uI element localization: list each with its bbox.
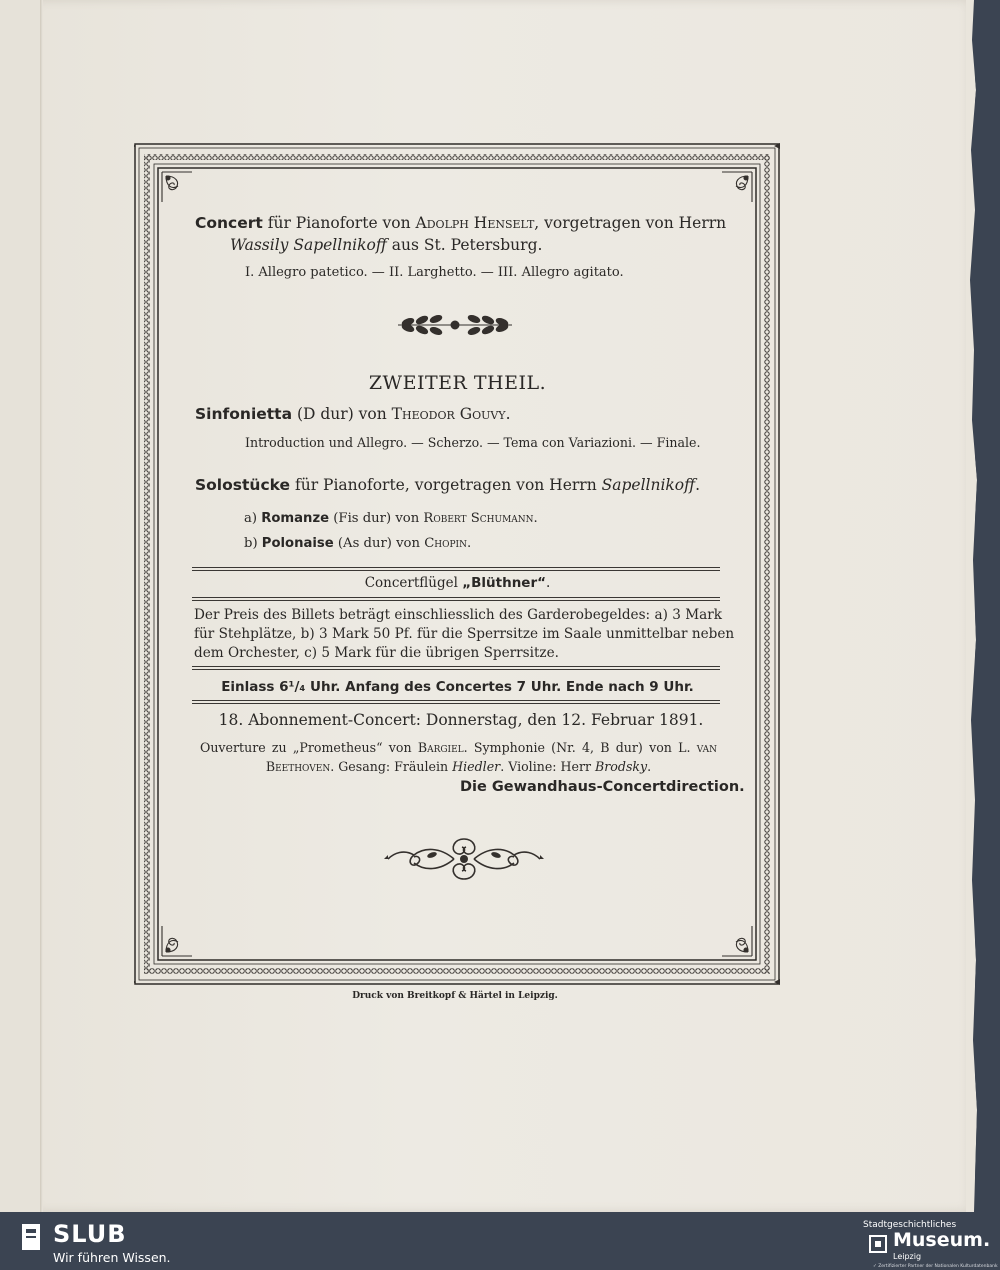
piano-brand: „Blüthner“: [462, 575, 546, 591]
divider-rule: [192, 570, 720, 571]
direction-signature: Die Gewandhaus-Concertdirection.: [460, 779, 745, 795]
piano-suffix: .: [546, 575, 551, 591]
concert-composer: Adolph Henselt: [415, 214, 535, 232]
sinfonietta-composer: Theodor Gouvy: [391, 405, 506, 423]
viewer-footer: [0, 1212, 1000, 1270]
divider-rule: [192, 600, 720, 601]
sinfonietta-text-2: .: [505, 405, 511, 423]
solo-item-b: [244, 536, 1000, 551]
concert-text-2: , vorgetragen von Herrn: [534, 214, 727, 232]
solo-title: Solostücke: [195, 476, 291, 494]
price-line-2: für Stehplätze, b) 3 Mark 50 Pf. für die Sperrsitze im Saale unmittelbar neben: [194, 626, 735, 642]
solo-text-1: für Pianoforte, vorgetragen von Herrn: [290, 476, 602, 494]
sinfonietta-text-1: (D dur) von: [292, 405, 392, 423]
concert-text-3: aus St. Petersburg.: [386, 236, 543, 254]
next-line1-b: Bargiel: [417, 740, 464, 755]
slub-name[interactable]: SLUB: [53, 1220, 127, 1248]
museum-name[interactable]: Museum.: [893, 1229, 991, 1251]
next-concert-line-1: [200, 738, 717, 757]
sinfonietta-movements: Introduction und Allegro. — Scherzo. — Tema con Variazioni. — Finale.: [245, 435, 701, 450]
slub-slogan: Wir führen Wissen.: [53, 1250, 171, 1265]
piano-line: [0, 575, 915, 591]
solo-line: [195, 476, 1000, 494]
next-line1-a: Ouverture zu „Prometheus“ von: [200, 740, 418, 755]
solo-item-b-composer: Chopin: [424, 536, 467, 551]
next-line2-f: .: [647, 759, 652, 774]
price-line-3: dem Orchester, c) 5 Mark für die übrigen Sperrsitze.: [194, 645, 559, 661]
price-paragraph: [194, 606, 735, 663]
divider-rule: [192, 669, 720, 670]
solo-item-b-suffix: .: [467, 536, 472, 551]
solo-item-a-prefix: a): [244, 511, 262, 526]
divider-rule: [192, 666, 720, 667]
next-line1-d: van: [696, 740, 717, 755]
page-fold: [40, 0, 43, 1212]
concert-line: [195, 214, 1000, 232]
concert-text-1: für Pianoforte von: [262, 214, 416, 232]
solo-item-a-composer: Robert Schumann: [423, 511, 534, 526]
scroll-ornament: [384, 833, 544, 885]
next-concert-program: [200, 738, 717, 776]
sinfonietta-title: Sinfonietta: [195, 405, 293, 423]
next-line2-e: Brodsky: [595, 759, 648, 774]
concert-performer-line: [230, 236, 1000, 254]
solo-performer: Sapellnikoff: [601, 476, 696, 494]
left-page-background: [0, 0, 40, 1212]
museum-logo-icon[interactable]: [868, 1234, 888, 1254]
concert-performer: Wassily Sapellnikoff: [230, 236, 387, 254]
piano-text: Concertflügel: [364, 575, 463, 591]
price-line-1: Der Preis des Billets beträgt einschliesslich des Garderobegeldes: a) 3 Mark: [194, 607, 722, 623]
divider-rule: [192, 567, 720, 568]
next-line2-d: . Violine: Herr: [500, 759, 596, 774]
slub-logo-icon[interactable]: [22, 1224, 40, 1250]
next-line2-a: Beethoven: [265, 759, 331, 774]
next-line1-c: . Symphonie (Nr. 4, B dur) von L.: [463, 740, 697, 755]
museum-note: ✓ Zertifizierter Partner der Nationalen Kulturdatenbank: [873, 1264, 998, 1269]
part-heading: ZWEITER THEIL.: [368, 372, 547, 394]
next-concert-heading: 18. Abonnement-Concert: Donnerstag, den 12. Februar 1891.: [218, 711, 704, 729]
concert-title: Concert: [195, 214, 263, 232]
divider-rule: [192, 700, 720, 701]
printer-imprint: Druck von Breitkopf & Härtel in Leipzig.: [352, 991, 558, 1001]
leaf-garland-ornament: [394, 312, 516, 338]
museum-city: Leipzig: [893, 1252, 922, 1261]
solo-text-2: .: [695, 476, 701, 494]
times-line: Einlass 6¹/₄ Uhr. Anfang des Concertes 7 Uhr. Ende nach 9 Uhr.: [221, 679, 694, 695]
museum-top-label: Stadtgeschichtliches: [863, 1220, 957, 1230]
solo-item-b-title: Polonaise: [261, 536, 334, 551]
divider-rule: [192, 703, 720, 704]
next-concert-line-2: [200, 757, 717, 776]
solo-item-a-title: Romanze: [261, 511, 330, 526]
solo-item-a-suffix: .: [533, 511, 538, 526]
solo-item-a: [244, 511, 1000, 526]
divider-rule: [192, 597, 720, 598]
concert-movements: I. Allegro patetico. — II. Larghetto. — III. Allegro agitato.: [245, 265, 624, 280]
next-line2-b: . Gesang: Fräulein: [330, 759, 453, 774]
solo-item-b-text: (As dur) von: [333, 536, 425, 551]
next-line2-c: Hiedler: [452, 759, 501, 774]
solo-item-b-prefix: b): [244, 536, 262, 551]
deckle-edge: [966, 0, 1000, 1212]
sinfonietta-line: [195, 405, 1000, 423]
solo-item-a-text: (Fis dur) von: [329, 511, 424, 526]
